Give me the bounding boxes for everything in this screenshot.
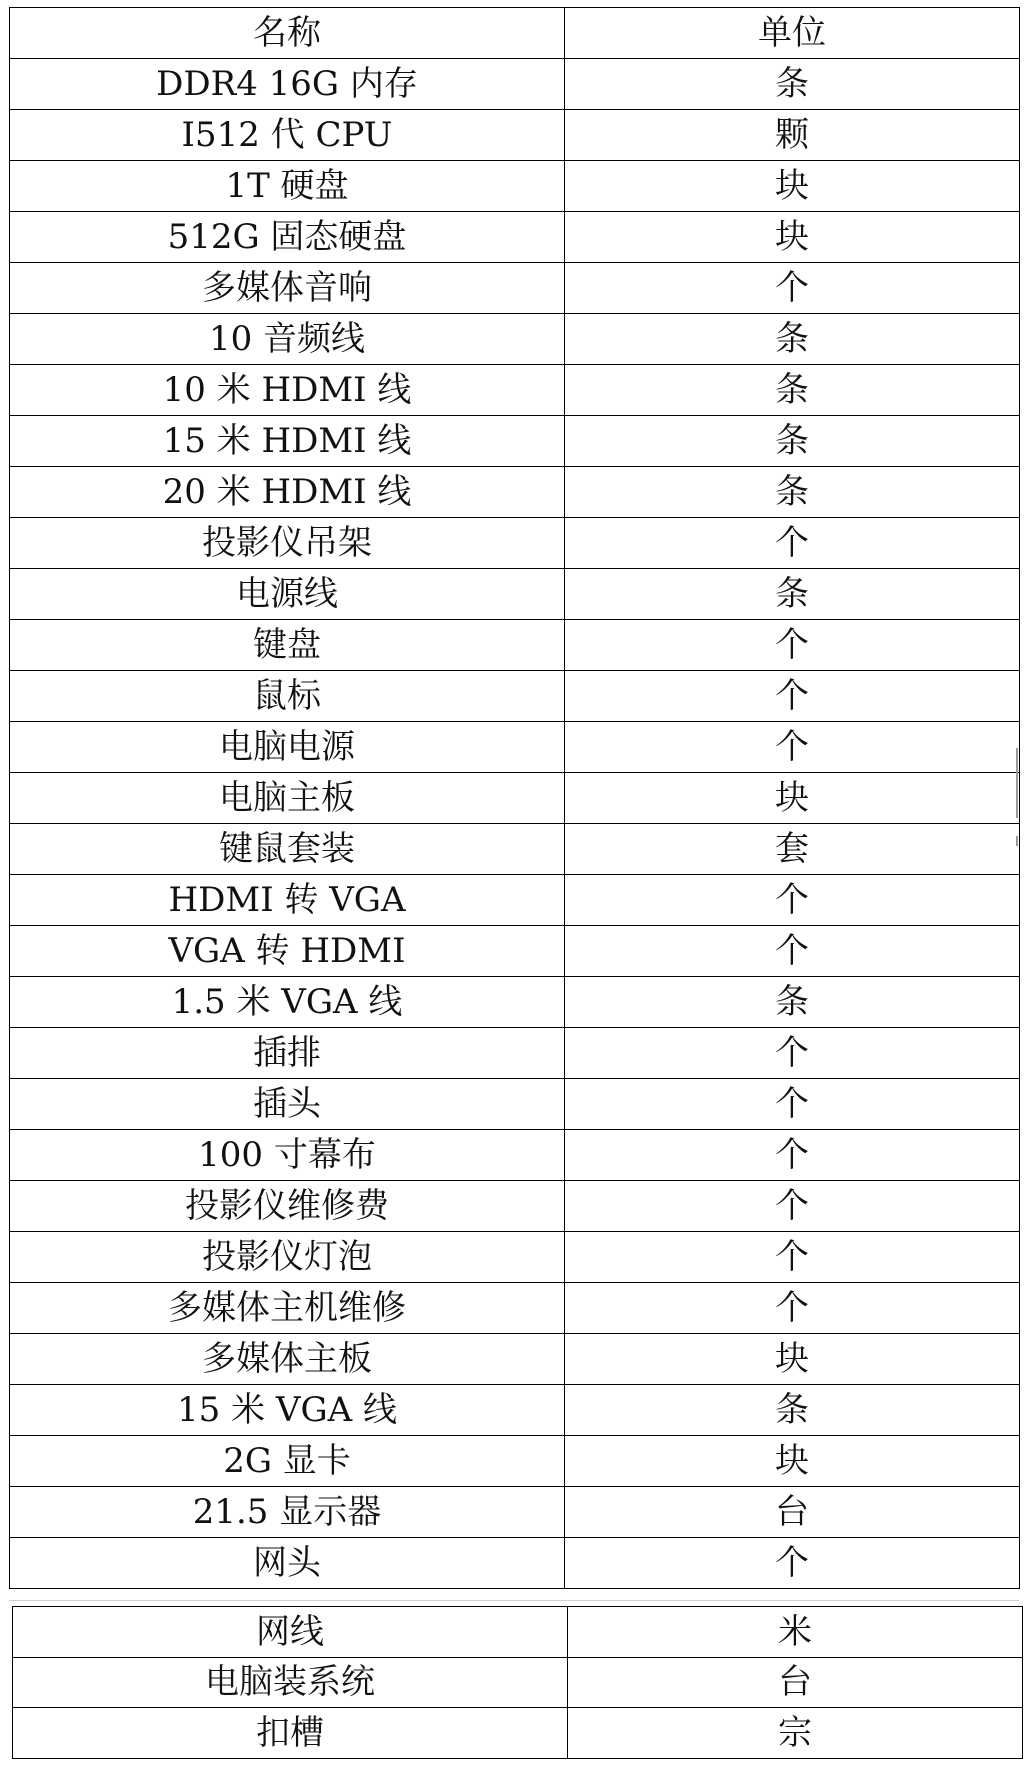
item-unit-cell: 台: [565, 1487, 1020, 1538]
table-row: [10, 1436, 1020, 1487]
item-name-cell: I512 代 CPU: [10, 110, 565, 161]
item-name-cell: 10 米 HDMI 线: [10, 365, 565, 416]
item-unit-cell: 条: [565, 59, 1020, 110]
item-unit-cell: 个: [565, 722, 1020, 773]
extra-items-table: [12, 1606, 1023, 1759]
table-row: [13, 1607, 1023, 1658]
item-name-cell: 网线: [13, 1607, 568, 1658]
table-row: [13, 1657, 1023, 1708]
item-name-cell: 20 米 HDMI 线: [10, 467, 565, 518]
item-name-cell: 1.5 米 VGA 线: [10, 977, 565, 1028]
item-name-cell: 鼠标: [10, 671, 565, 722]
item-unit-cell: 颗: [565, 110, 1020, 161]
table-row: [10, 1538, 1020, 1589]
table-row: [10, 365, 1020, 416]
item-name-cell: 15 米 HDMI 线: [10, 416, 565, 467]
item-unit-cell: 个: [565, 926, 1020, 977]
section-gap-line: [9, 1600, 1019, 1601]
items-table: [9, 7, 1020, 1589]
item-unit-cell: 个: [565, 1283, 1020, 1334]
table-row: [10, 875, 1020, 926]
table-row: [10, 518, 1020, 569]
item-name-cell: 网头: [10, 1538, 565, 1589]
item-unit-cell: 个: [565, 1028, 1020, 1079]
table-row: [10, 59, 1020, 110]
item-unit-cell: 个: [565, 620, 1020, 671]
item-name-cell: 插头: [10, 1079, 565, 1130]
item-name-cell: 电脑主板: [10, 773, 565, 824]
table-row: [10, 1181, 1020, 1232]
item-name-cell: 电源线: [10, 569, 565, 620]
item-unit-cell: 个: [565, 1130, 1020, 1181]
item-name-cell: 2G 显卡: [10, 1436, 565, 1487]
table-row: [10, 1232, 1020, 1283]
table-row: [10, 569, 1020, 620]
item-unit-cell: 块: [565, 773, 1020, 824]
table-row: [10, 1028, 1020, 1079]
table-row: [10, 824, 1020, 875]
item-unit-cell: 块: [565, 1436, 1020, 1487]
item-name-cell: 多媒体音响: [10, 263, 565, 314]
item-name-cell: 键盘: [10, 620, 565, 671]
table-header-row: [10, 8, 1020, 59]
item-unit-cell: 条: [565, 365, 1020, 416]
item-unit-cell: 个: [565, 875, 1020, 926]
scan-edge-mark: [1016, 748, 1018, 818]
header-unit: 单位: [565, 8, 1020, 59]
item-unit-cell: 个: [565, 671, 1020, 722]
table-row: [10, 314, 1020, 365]
item-name-cell: 插排: [10, 1028, 565, 1079]
table-row: [10, 1334, 1020, 1385]
item-unit-cell: 条: [565, 977, 1020, 1028]
item-name-cell: 多媒体主板: [10, 1334, 565, 1385]
item-unit-cell: 块: [565, 161, 1020, 212]
scan-edge-mark: [1016, 836, 1018, 846]
item-unit-cell: 条: [565, 1385, 1020, 1436]
extra-items-table-body: [13, 1607, 1023, 1759]
table-row: [10, 1385, 1020, 1436]
item-name-cell: 键鼠套装: [10, 824, 565, 875]
item-unit-cell: 条: [565, 467, 1020, 518]
item-name-cell: 15 米 VGA 线: [10, 1385, 565, 1436]
table-row: [10, 671, 1020, 722]
table-row: [13, 1708, 1023, 1759]
item-unit-cell: 个: [565, 518, 1020, 569]
item-name-cell: 多媒体主机维修: [10, 1283, 565, 1334]
table-row: [10, 1079, 1020, 1130]
item-unit-cell: 条: [565, 416, 1020, 467]
item-unit-cell: 宗: [568, 1708, 1023, 1759]
item-unit-cell: 条: [565, 569, 1020, 620]
table-row: [10, 1283, 1020, 1334]
item-name-cell: DDR4 16G 内存: [10, 59, 565, 110]
item-name-cell: 投影仪维修费: [10, 1181, 565, 1232]
item-name-cell: 投影仪吊架: [10, 518, 565, 569]
table-row: [10, 1487, 1020, 1538]
item-name-cell: VGA 转 HDMI: [10, 926, 565, 977]
item-unit-cell: 米: [568, 1607, 1023, 1658]
table-row: [10, 212, 1020, 263]
item-name-cell: 10 音频线: [10, 314, 565, 365]
item-unit-cell: 个: [565, 1232, 1020, 1283]
item-unit-cell: 个: [565, 263, 1020, 314]
item-unit-cell: 块: [565, 1334, 1020, 1385]
item-name-cell: 1T 硬盘: [10, 161, 565, 212]
header-name: 名称: [10, 8, 565, 59]
table-row: [10, 926, 1020, 977]
item-name-cell: 电脑装系统: [13, 1657, 568, 1708]
table-row: [10, 773, 1020, 824]
item-name-cell: 电脑电源: [10, 722, 565, 773]
item-name-cell: 投影仪灯泡: [10, 1232, 565, 1283]
item-name-cell: HDMI 转 VGA: [10, 875, 565, 926]
table-row: [10, 620, 1020, 671]
table-row: [10, 977, 1020, 1028]
table-row: [10, 416, 1020, 467]
item-unit-cell: 个: [565, 1538, 1020, 1589]
table-row: [10, 263, 1020, 314]
item-unit-cell: 块: [565, 212, 1020, 263]
items-table-body: [10, 8, 1020, 1589]
item-unit-cell: 台: [568, 1657, 1023, 1708]
item-unit-cell: 个: [565, 1079, 1020, 1130]
item-unit-cell: 条: [565, 314, 1020, 365]
item-name-cell: 21.5 显示器: [10, 1487, 565, 1538]
table-row: [10, 722, 1020, 773]
item-name-cell: 512G 固态硬盘: [10, 212, 565, 263]
table-row: [10, 1130, 1020, 1181]
item-name-cell: 扣槽: [13, 1708, 568, 1759]
item-unit-cell: 套: [565, 824, 1020, 875]
item-unit-cell: 个: [565, 1181, 1020, 1232]
table-row: [10, 110, 1020, 161]
table-row: [10, 467, 1020, 518]
item-name-cell: 100 寸幕布: [10, 1130, 565, 1181]
table-row: [10, 161, 1020, 212]
